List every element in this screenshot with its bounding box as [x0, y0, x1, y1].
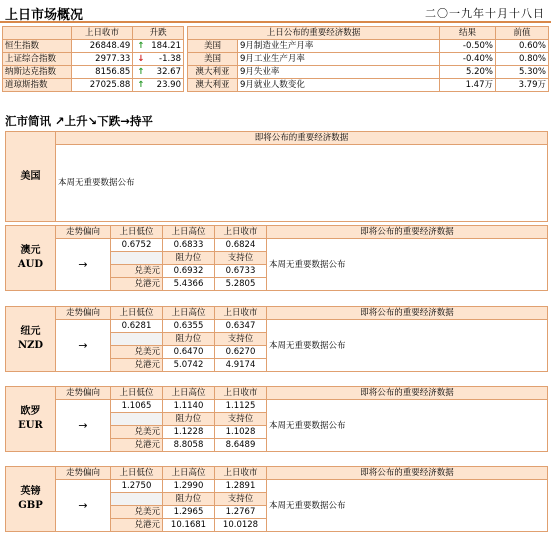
econ-row — [188, 53, 549, 66]
trend-arrow-icon: → — [56, 480, 111, 532]
econ-country: 澳大利亚 — [188, 79, 238, 92]
up-arrow-icon: ↑ — [137, 80, 145, 90]
col-close: 上日收市 — [215, 307, 267, 320]
hkd-resistance: 10.1681 — [163, 519, 215, 532]
trend-arrow-icon: → — [56, 239, 111, 291]
us-name: 美国 — [6, 132, 56, 222]
prev-close: 1.2891 — [215, 480, 267, 493]
hkd-support: 10.0128 — [215, 519, 267, 532]
usd-support: 0.6270 — [215, 346, 267, 359]
prev-high: 1.2990 — [163, 480, 215, 493]
prev-close: 0.6824 — [215, 239, 267, 252]
currency-name — [6, 387, 56, 452]
index-change: 184.21 — [151, 41, 181, 51]
econ-item: 9月失业率 — [238, 66, 440, 79]
econ-prev: 0.60% — [496, 40, 549, 53]
vs-hkd-label: 兑港元 — [111, 519, 163, 532]
currency-code: AUD — [17, 259, 44, 270]
vs-usd-label: 兑美元 — [111, 346, 163, 359]
support-label: 支持位 — [215, 493, 267, 506]
index-change: -1.38 — [159, 54, 181, 64]
econ-row — [188, 66, 549, 79]
currency-name — [6, 307, 56, 372]
index-name: 恒生指数 — [3, 40, 72, 53]
econ-item: 9月就业人数变化 — [238, 79, 440, 92]
index-close: 8156.85 — [71, 66, 133, 79]
col-trend: 走势偏向 — [56, 387, 111, 400]
index-name: 道琼斯指数 — [3, 79, 72, 92]
us-upcoming-text: 本周无重要数据公布 — [56, 145, 548, 222]
up-arrow-icon: ↑ — [137, 67, 145, 77]
econ-header: 上日公布的重要经济数据 — [188, 27, 440, 40]
currency-cn-name: 纽元 — [20, 326, 41, 337]
currency-cn-name: 英镑 — [20, 486, 41, 497]
prev-low: 0.6281 — [111, 320, 163, 333]
index-change-cell — [133, 66, 184, 79]
currency-name — [6, 467, 56, 532]
title-bar — [0, 0, 551, 23]
usd-resistance: 1.2965 — [163, 506, 215, 519]
upcoming-header: 即将公布的重要经济数据 — [267, 307, 548, 320]
col-low: 上日低位 — [111, 387, 163, 400]
col-trend: 走势偏向 — [56, 307, 111, 320]
col-result: 结果 — [440, 27, 496, 40]
usd-support: 0.6733 — [215, 265, 267, 278]
usd-resistance: 0.6470 — [163, 346, 215, 359]
econ-result: -0.40% — [440, 53, 496, 66]
currency-block-eur — [5, 386, 548, 452]
index-close: 2977.33 — [71, 53, 133, 66]
index-change-cell — [133, 79, 184, 92]
market-row — [3, 53, 184, 66]
econ-item: 9月制造业生产月率 — [238, 40, 440, 53]
vs-usd-label: 兑美元 — [111, 265, 163, 278]
prev-low: 1.2750 — [111, 480, 163, 493]
us-upcoming-header: 即将公布的重要经济数据 — [56, 132, 548, 145]
index-change: 23.90 — [156, 80, 181, 90]
down-arrow-icon: ↓ — [137, 54, 145, 64]
vs-usd-label: 兑美元 — [111, 426, 163, 439]
hkd-support: 8.6489 — [215, 439, 267, 452]
currency-block-aud — [5, 225, 548, 291]
resistance-label: 阻力位 — [163, 252, 215, 265]
vs-hkd-label: 兑港元 — [111, 278, 163, 291]
market-row — [3, 66, 184, 79]
upcoming-header: 即将公布的重要经济数据 — [267, 467, 548, 480]
prev-high: 0.6833 — [163, 239, 215, 252]
col-high: 上日高位 — [163, 387, 215, 400]
col-trend: 走势偏向 — [56, 226, 111, 239]
col-close: 上日收市 — [71, 27, 133, 40]
index-name: 上证综合指数 — [3, 53, 72, 66]
index-close: 27025.88 — [71, 79, 133, 92]
prev-low: 0.6752 — [111, 239, 163, 252]
econ-country: 美国 — [188, 40, 238, 53]
prev-low: 1.1065 — [111, 400, 163, 413]
usd-resistance: 1.1228 — [163, 426, 215, 439]
trend-arrow-icon: → — [56, 320, 111, 372]
col-low: 上日低位 — [111, 467, 163, 480]
col-low: 上日低位 — [111, 307, 163, 320]
currency-block-nzd — [5, 306, 548, 372]
currency-cn-name: 欧罗 — [20, 406, 41, 417]
upcoming-text: 本周无重要数据公布 — [267, 239, 548, 291]
hkd-resistance: 5.4366 — [163, 278, 215, 291]
fx-section-title: 汇市简讯 ↗上升↘下跌→持平 — [5, 114, 153, 128]
econ-row — [188, 79, 549, 92]
prev-close: 0.6347 — [215, 320, 267, 333]
vs-hkd-label: 兑港元 — [111, 439, 163, 452]
support-label: 支持位 — [215, 252, 267, 265]
econ-country: 美国 — [188, 53, 238, 66]
index-change-cell — [133, 40, 184, 53]
econ-prev: 3.79万 — [496, 79, 549, 92]
col-high: 上日高位 — [163, 307, 215, 320]
upcoming-text: 本周无重要数据公布 — [267, 320, 548, 372]
col-prev: 前值 — [496, 27, 549, 40]
currency-code: EUR — [18, 420, 43, 431]
report-date: 二〇一九年十月十八日 — [425, 7, 545, 20]
usd-support: 1.1028 — [215, 426, 267, 439]
market-row — [3, 40, 184, 53]
market-table — [2, 26, 184, 92]
col-close: 上日收市 — [215, 467, 267, 480]
market-row — [3, 79, 184, 92]
col-close: 上日收市 — [215, 226, 267, 239]
hkd-support: 4.9174 — [215, 359, 267, 372]
upcoming-header: 即将公布的重要经济数据 — [267, 226, 548, 239]
us-block — [5, 131, 548, 222]
support-label: 支持位 — [215, 413, 267, 426]
econ-result: 5.20% — [440, 66, 496, 79]
index-close: 26848.49 — [71, 40, 133, 53]
support-label: 支持位 — [215, 333, 267, 346]
resistance-label: 阻力位 — [163, 333, 215, 346]
hkd-support: 5.2805 — [215, 278, 267, 291]
col-low: 上日低位 — [111, 226, 163, 239]
resistance-label: 阻力位 — [163, 413, 215, 426]
usd-support: 1.2767 — [215, 506, 267, 519]
econ-prev: 5.30% — [496, 66, 549, 79]
currency-code: NZD — [17, 340, 44, 351]
upcoming-text: 本周无重要数据公布 — [267, 400, 548, 452]
upcoming-text: 本周无重要数据公布 — [267, 480, 548, 532]
currency-code: GBP — [18, 500, 43, 511]
index-change: 32.67 — [156, 67, 181, 77]
trend-arrow-icon: → — [56, 400, 111, 452]
upcoming-header: 即将公布的重要经济数据 — [267, 387, 548, 400]
hkd-resistance: 8.8058 — [163, 439, 215, 452]
col-high: 上日高位 — [163, 467, 215, 480]
econ-country: 澳大利亚 — [188, 66, 238, 79]
resistance-label: 阻力位 — [163, 493, 215, 506]
econ-result: -0.50% — [440, 40, 496, 53]
econ-prev: 0.80% — [496, 53, 549, 66]
currency-cn-name: 澳元 — [20, 245, 41, 256]
col-trend: 走势偏向 — [56, 467, 111, 480]
col-close: 上日收市 — [215, 387, 267, 400]
currency-block-gbp — [5, 466, 548, 532]
econ-row — [188, 40, 549, 53]
prev-high: 1.1140 — [163, 400, 215, 413]
col-change: 升跌 — [133, 27, 184, 40]
currency-name — [6, 226, 56, 291]
col-high: 上日高位 — [163, 226, 215, 239]
index-name: 纳斯达克指数 — [3, 66, 72, 79]
prev-high: 0.6355 — [163, 320, 215, 333]
page-title: 上日市场概况 — [5, 8, 84, 23]
econ-result: 1.47万 — [440, 79, 496, 92]
econ-item: 9月工业生产月率 — [238, 53, 440, 66]
vs-hkd-label: 兑港元 — [111, 359, 163, 372]
hkd-resistance: 5.0742 — [163, 359, 215, 372]
usd-resistance: 0.6932 — [163, 265, 215, 278]
prev-close: 1.1125 — [215, 400, 267, 413]
up-arrow-icon: ↑ — [137, 41, 145, 51]
index-change-cell — [133, 53, 184, 66]
vs-usd-label: 兑美元 — [111, 506, 163, 519]
econ-table — [187, 26, 549, 92]
